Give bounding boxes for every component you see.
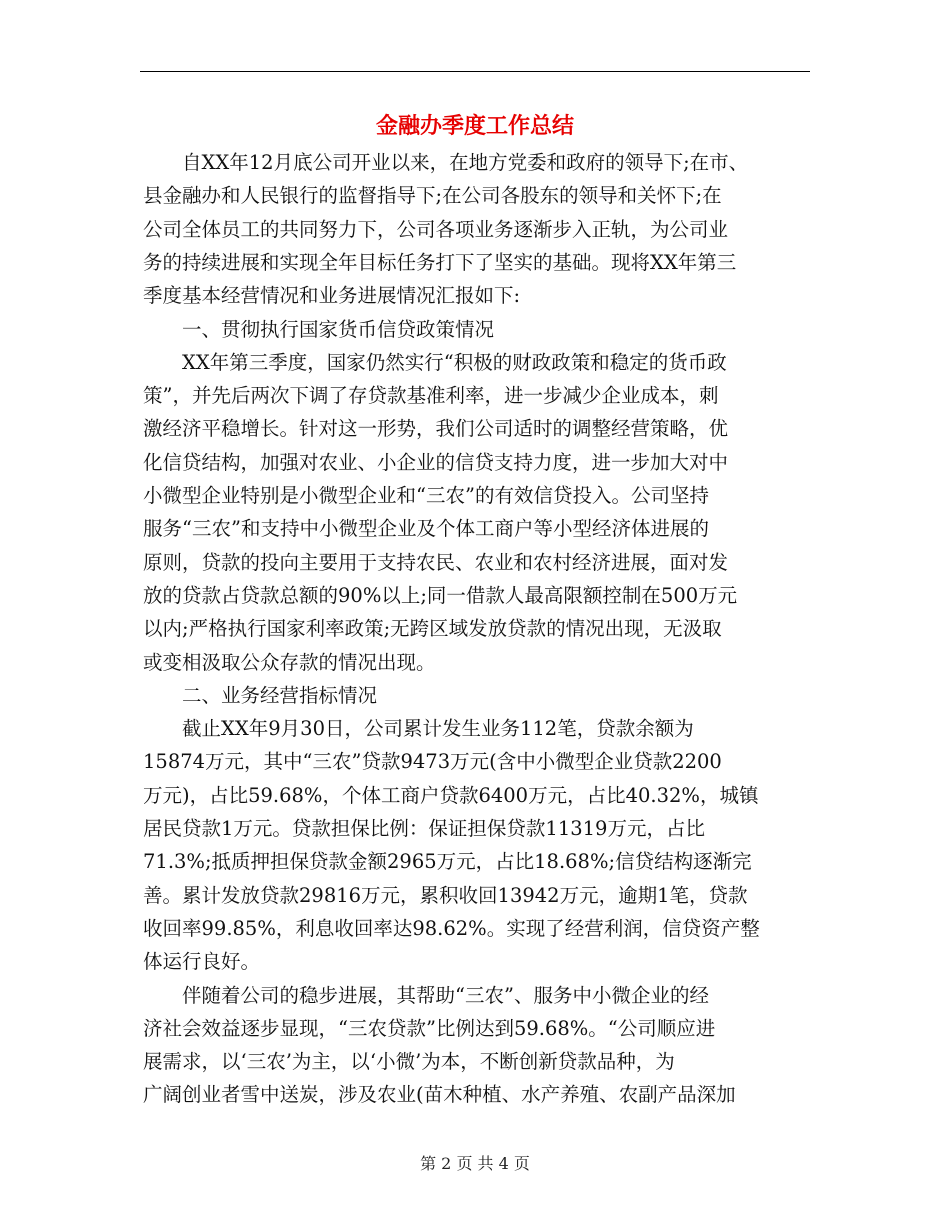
text-line: 截止XX年9月30日，公司累计发生业务112笔，贷款余额为 (143, 717, 694, 741)
text-line: 展需求，以‘三农’为主，以‘小微’为本，不断创新贷款品种，为 (143, 1050, 675, 1074)
text-line: XX年第三季度，国家仍然实行“积极的财政政策和稳定的货币政 (143, 350, 727, 374)
text-line: 务的持续进展和实现全年目标任务打下了坚实的基础。现将XX年第三 (143, 250, 737, 274)
text-line: 公司全体员工的共同努力下，公司各项业务逐渐步入正轨，为公司业 (143, 217, 729, 241)
text-line: 广阔创业者雪中送炭，涉及农业(苗木种植、水产养殖、农副产品深加 (143, 1083, 736, 1107)
text-line: 服务“三农”和支持中小微型企业及个体工商户等小型经济体进展的 (143, 517, 709, 541)
text-line: 二、业务经营指标情况 (143, 683, 378, 707)
text-line: 原则，贷款的投向主要用于支持农民、农业和农村经济进展，面对发 (143, 550, 729, 574)
text-line: 县金融办和人民银行的监督指导下;在公司各股东的领导和关怀下;在 (143, 184, 722, 208)
text-line: 居民贷款1万元。贷款担保比例：保证担保贷款11319万元，占比 (143, 817, 705, 840)
text-line: 放的贷款占贷款总额的90%以上;同一借款人最高限额控制在500万元 (143, 583, 738, 607)
text-line: 万元)，占比59.68%，个体工商户贷款6400万元，占比40.32%，城镇 (143, 783, 759, 807)
text-line: 15874万元，其中“三农”贷款9473万元(含中小微型企业贷款2200 (143, 750, 722, 774)
header-rule (140, 71, 810, 72)
text-line: 伴随着公司的稳步进展，其帮助“三农”、服务中小微企业的经 (143, 983, 709, 1007)
text-line: 季度基本经营情况和业务进展情况汇报如下: (143, 284, 521, 308)
text-line: 小微型企业特别是小微型企业和“三农”的有效信贷投入。公司坚持 (143, 484, 709, 507)
text-line: 善。累计发放贷款29816万元，累积收回13942万元，逾期1笔，贷款 (143, 883, 748, 907)
text-line: 或变相汲取公众存款的情况出现。 (143, 650, 436, 674)
text-line: 激经济平稳增长。针对这一形势，我们公司适时的调整经营策略，优 (143, 417, 729, 441)
text-line: 化信贷结构，加强对农业、小企业的信贷支持力度，进一步加大对中 (143, 450, 729, 474)
text-line: 济社会效益逐步显现，“三农贷款”比例达到59.68%。“公司顺应进 (143, 1016, 716, 1040)
text-line: 收回率99.85%，利息收回率达98.62%。实现了经营利润，信贷资产整 (143, 916, 760, 940)
text-line: 71.3%;抵质押担保贷款金额2965万元，占比18.68%;信贷结构逐渐完 (143, 850, 752, 874)
page-title: 金融办季度工作总结 (375, 113, 574, 139)
text-line: 体运行良好。 (143, 950, 261, 974)
text-line: 自XX年12月底公司开业以来，在地方党委和政府的领导下;在市、 (143, 151, 749, 174)
text-line: 一、贯彻执行国家货币信贷政策情况 (143, 317, 495, 341)
text-line: 以内;严格执行国家利率政策;无跨区域发放贷款的情况出现，无汲取 (143, 617, 722, 641)
text-line: 策”，并先后两次下调了存贷款基准利率，进一步减少企业成本，刺 (143, 384, 719, 408)
page-footer: 第 2 页 共 4 页 (420, 1154, 530, 1173)
